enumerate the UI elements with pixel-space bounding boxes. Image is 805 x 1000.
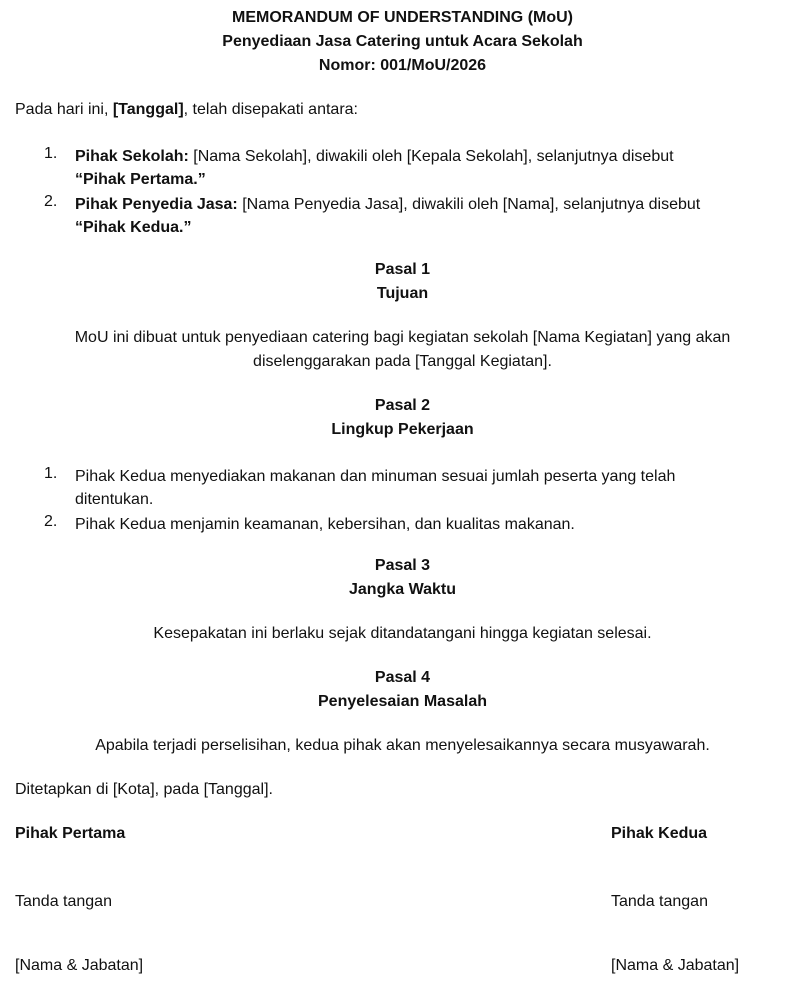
article-4-number: Pasal 4: [374, 669, 431, 686]
party-item-provider: [0, 193, 805, 241]
intro-paragraph: [15, 101, 358, 119]
article-2-number: Pasal 2: [374, 397, 431, 414]
party-description: [Nama Sekolah], diwakili oleh [Kepala Sekolah], selanjutnya disebut: [188, 148, 674, 165]
party-alias: “Pihak Kedua.”: [75, 219, 192, 236]
article-4-title: Penyelesaian Masalah: [318, 693, 487, 710]
party-text: [75, 193, 789, 239]
scope-item-line: ditentukan.: [75, 491, 154, 508]
scope-item-line: Pihak Kedua menjamin keamanan, kebersihan, dan kualitas makanan.: [75, 516, 575, 533]
list-number: 2.: [44, 193, 58, 210]
list-number: 1.: [44, 145, 58, 162]
document-title: MEMORANDUM OF UNDERSTANDING (MoU): [232, 9, 573, 26]
scope-item-line: Pihak Kedua menyediakan makanan dan minuman sesuai jumlah peserta yang telah: [75, 468, 676, 485]
party-alias: “Pihak Pertama.”: [75, 171, 206, 188]
party-text: [75, 145, 789, 191]
article-1-title: Tujuan: [376, 285, 429, 302]
intro-date-placeholder: [Tanggal]: [112, 101, 184, 118]
article-2-title: Lingkup Pekerjaan: [331, 421, 474, 438]
article-3-title: Jangka Waktu: [349, 581, 456, 598]
article-1-number: Pasal 1: [374, 261, 431, 278]
signature-line: Tanda tangan: [611, 893, 708, 910]
intro-prefix: Pada hari ini,: [15, 101, 113, 118]
intro-suffix: , telah disepakati antara:: [183, 101, 358, 118]
signatory-name: [Nama & Jabatan]: [611, 957, 740, 974]
article-3-number: Pasal 3: [374, 557, 431, 574]
scope-item-text: [75, 513, 789, 536]
closing-statement: Ditetapkan di [Kota], pada [Tanggal].: [15, 781, 273, 798]
party-label: Pihak Sekolah:: [75, 148, 189, 165]
document-subtitle: Penyediaan Jasa Catering untuk Acara Sekolah: [222, 33, 583, 50]
signature-party-label: Pihak Pertama: [15, 825, 126, 842]
party-label: Pihak Penyedia Jasa:: [75, 196, 238, 213]
signatory-name: [Nama & Jabatan]: [15, 957, 144, 974]
article-4-body: Apabila terjadi perselisihan, kedua pihak akan menyelesaikannya secara musyawarah.: [95, 737, 710, 754]
party-item-school: [0, 145, 805, 193]
signature-line: Tanda tangan: [15, 893, 112, 910]
list-number: 1.: [44, 465, 58, 482]
scope-item-text: [75, 465, 789, 511]
scope-item: [0, 513, 805, 537]
list-number: 2.: [44, 513, 58, 530]
scope-item: [0, 465, 805, 513]
document-number: Nomor: 001/MoU/2026: [318, 57, 487, 74]
party-description: [Nama Penyedia Jasa], diwakili oleh [Nama], selanjutnya disebut: [237, 196, 701, 213]
article-1-body-line1: MoU ini dibuat untuk penyediaan catering bagi kegiatan sekolah [Nama Kegiatan] yang akan: [74, 329, 731, 346]
signature-party-label: Pihak Kedua: [611, 825, 708, 842]
article-3-body: Kesepakatan ini berlaku sejak ditandatangani hingga kegiatan selesai.: [153, 625, 652, 642]
article-1-body-line2: diselenggarakan pada [Tanggal Kegiatan].: [253, 353, 552, 370]
